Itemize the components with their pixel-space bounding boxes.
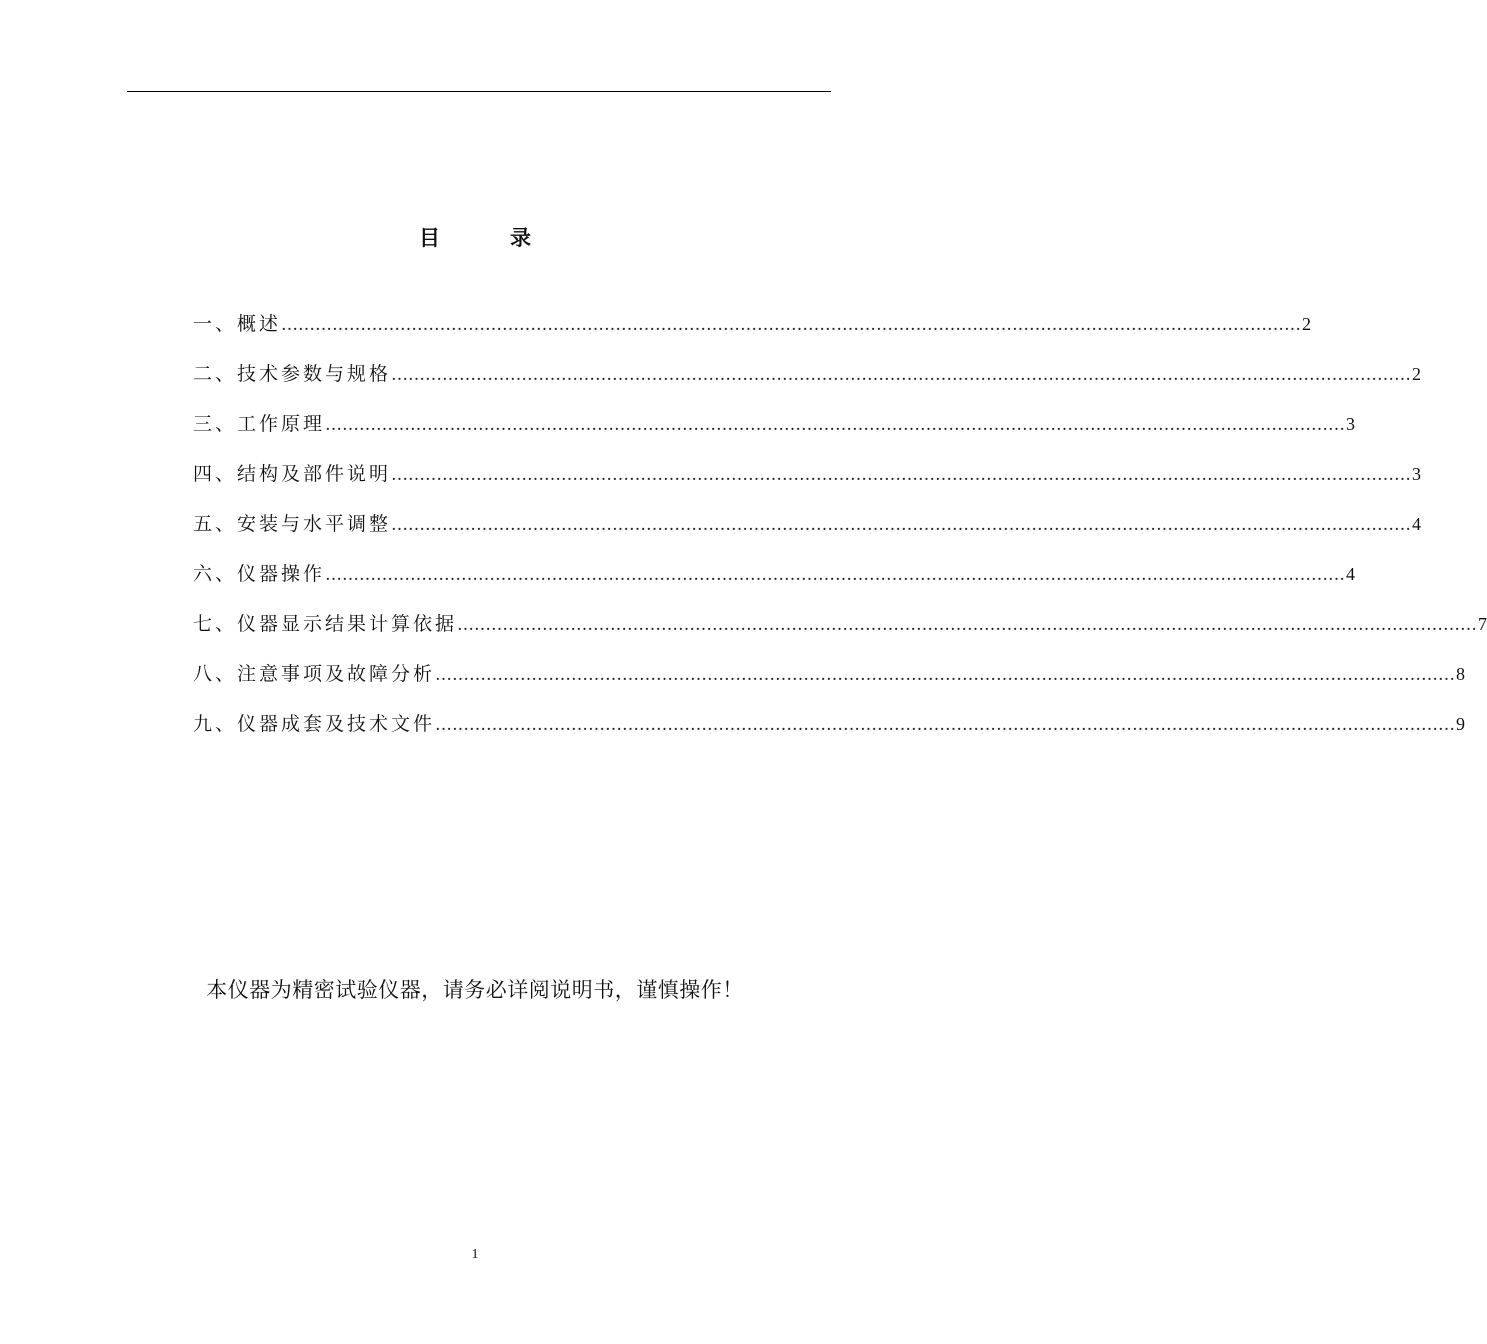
toc-leader: ……………………………………………………………………………………………………………………………………………………………… [391,465,1412,485]
toc-item[interactable] [193,359,1422,409]
toc-item-page: 3 [1346,414,1356,434]
toc-item-label: 一、概述 [193,313,282,335]
toc-item-label: 八、注意事项及故障分析 [193,663,436,685]
toc-item[interactable] [193,559,1356,609]
toc-item[interactable] [193,709,1466,759]
toc-item[interactable] [193,659,1466,709]
toc-item-page: 3 [1412,464,1422,484]
toc-item[interactable] [193,609,1487,659]
toc-item-page: 4 [1346,564,1356,584]
toc-item-page: 2 [1302,314,1312,334]
toc-leader: ……………………………………………………………………………………………………………………………………………………………… [325,415,1346,435]
toc-item-label: 五、安装与水平调整 [193,513,392,535]
toc-title: 目录 [419,226,601,250]
toc-leader: ……………………………………………………………………………………………………………………………………………………………… [391,365,1412,385]
toc-item[interactable] [193,409,1356,459]
header-rule [127,91,831,92]
toc-leader: ……………………………………………………………………………………………………………………………………………………………… [281,315,1302,335]
toc-leader: ……………………………………………………………………………………………………………………………………………………………… [391,515,1412,535]
toc-item[interactable] [193,459,1422,509]
toc-item-page: 9 [1456,714,1466,734]
toc-item-page: 7 [1478,614,1487,634]
toc-item[interactable] [193,509,1422,559]
toc-leader: ……………………………………………………………………………………………………………………………………………………………… [435,715,1456,735]
toc-item-page: 2 [1412,364,1422,384]
toc-item-label: 九、仪器成套及技术文件 [193,713,436,735]
toc-item-label: 六、仪器操作 [193,563,326,585]
toc-leader: ……………………………………………………………………………………………………………………………………………………………… [435,665,1456,685]
toc-item-page: 8 [1456,664,1466,684]
caution-notice: 本仪器为精密试验仪器，请务必详阅说明书，谨慎操作！ [206,978,744,1002]
toc-item-label: 七、仪器显示结果计算依据 [193,613,458,635]
toc-leader: ……………………………………………………………………………………………………………………………………………………………… [325,565,1346,585]
toc-leader: ……………………………………………………………………………………………………………………………………………………………… [457,615,1478,635]
toc-item-page: 4 [1412,514,1422,534]
toc-item-label: 三、工作原理 [193,413,326,435]
toc-item[interactable] [193,309,1312,359]
toc-item-label: 二、技术参数与规格 [193,363,392,385]
page-number: 1 [471,1247,479,1262]
toc-item-label: 四、结构及部件说明 [193,463,392,485]
toc-list [193,309,1487,759]
